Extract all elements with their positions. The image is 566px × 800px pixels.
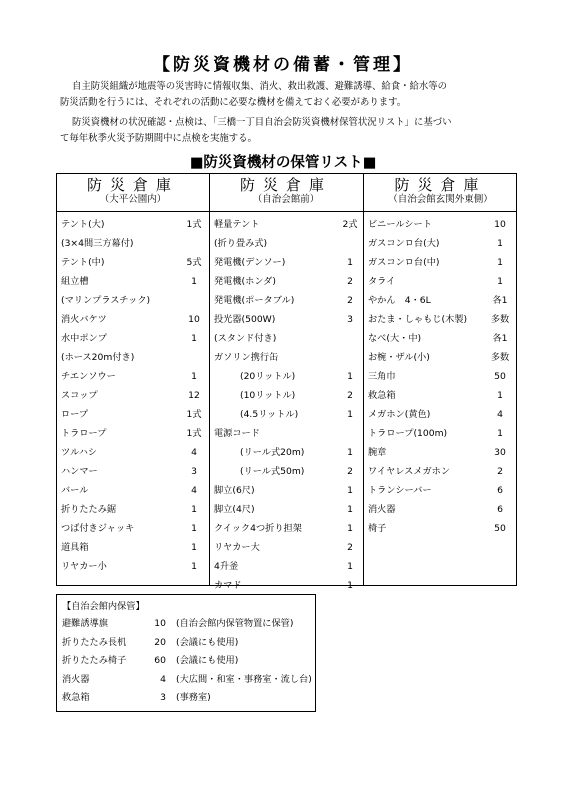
list-item: 脚立(6尺) (214, 485, 255, 496)
list-item-quantity: 3 (347, 314, 353, 325)
list-item: つば付きジャッキ (61, 523, 135, 534)
list-item: 椅子 (368, 523, 387, 534)
column-subheading: （大平公園内） (99, 194, 167, 205)
list-item-quantity: 1 (191, 504, 197, 515)
list-item: 組立槽 (61, 276, 89, 287)
column-divider (209, 174, 210, 585)
list-item: テント(中) (61, 257, 105, 268)
list-item-quantity: 6 (497, 504, 503, 515)
list-item: ガスコンロ台(大) (368, 238, 440, 249)
hall-storage-title: 【自治会館内保管】 (62, 601, 145, 612)
list-item: 脚立(4尺) (214, 504, 255, 515)
column-header-3 (363, 176, 518, 206)
list-item: ワイヤレスメガホン (368, 466, 451, 477)
list-item-quantity: 50 (494, 523, 506, 534)
hall-storage-row (62, 634, 312, 652)
list-item: (4.5リットル) (240, 409, 299, 420)
list-item: チエンソウー (61, 371, 116, 382)
list-item-quantity: 各1 (492, 295, 508, 306)
list-item: 三角巾 (368, 371, 396, 382)
list-item: なべ(大・中) (368, 333, 422, 344)
list-item-quantity: 3 (191, 466, 197, 477)
list-item-quantity: 多数 (490, 352, 510, 363)
list-item-quantity: 10 (188, 314, 200, 325)
list-item-quantity: 1 (191, 542, 197, 553)
list-item-quantity: 2 (347, 295, 353, 306)
list-item-quantity: 2 (497, 466, 503, 477)
list-item-quantity: 30 (494, 447, 506, 458)
list-item-quantity: 4 (191, 447, 197, 458)
column-heading: 防災倉庫 (394, 176, 487, 194)
list-item: スコップ (61, 390, 98, 401)
intro-paragraph-line-4: て毎年秋季火災予防期間中に点検を実施する。 (60, 133, 257, 144)
list-item: (リール式20m) (240, 447, 305, 458)
list-item: 折りたたみ鋸 (61, 504, 117, 515)
list-item: メガホン(黄色) (368, 409, 431, 420)
list-item: 消火器 (368, 504, 396, 515)
list-item-quantity: 5式 (186, 257, 202, 268)
list-item-quantity: 50 (494, 371, 506, 382)
list-item: おたま・しゃもじ(木製) (368, 314, 468, 325)
list-item-quantity: 多数 (490, 314, 510, 325)
list-item: (折り畳み式) (214, 238, 268, 249)
list-item: リヤカー小 (61, 561, 107, 572)
hall-storage-box (56, 594, 316, 712)
list-item-quantity: 1 (191, 276, 197, 287)
hall-storage-row (62, 615, 312, 633)
list-item-quantity: 1 (347, 371, 353, 382)
list-item: (20リットル) (240, 371, 296, 382)
intro-paragraph-line-3: 防災資機材の状況確認・点検は、「三橋一丁目自治会防災資機材保管状況リスト」に基づい (72, 117, 452, 128)
storage-list-table (56, 173, 517, 591)
column-subheading: （自治会館前） (252, 194, 320, 205)
list-item-quantity: 1 (497, 276, 503, 287)
list-item-quantity: 1 (347, 523, 353, 534)
list-item-quantity: 1 (347, 504, 353, 515)
hall-storage-item: 折りたたみ椅子 (62, 655, 127, 666)
column-subheading: （自治会館玄関外東側） (388, 194, 493, 205)
list-item-quantity: 1式 (186, 428, 202, 439)
header-divider (57, 211, 516, 212)
column-heading: 防災倉庫 (239, 176, 332, 194)
list-item-quantity: 2 (347, 390, 353, 401)
page-title: 【防災資機材の備蓄・管理】 (153, 55, 413, 75)
list-item: 電源コード (214, 428, 260, 439)
column-heading: 防災倉庫 (86, 176, 179, 194)
list-title: ■防災資機材の保管リスト■ (189, 155, 377, 171)
hall-storage-quantity: 3 (160, 692, 166, 703)
list-item-quantity: 1 (497, 238, 503, 249)
list-item: 軽量テント (214, 219, 260, 230)
list-item: 消火バケツ (61, 314, 107, 325)
list-item-quantity: 1 (497, 257, 503, 268)
list-item-quantity: 1 (347, 447, 353, 458)
list-item: (スタンド付き) (214, 333, 277, 344)
list-item-quantity: 1 (347, 257, 353, 268)
list-item-quantity: 1 (347, 409, 353, 420)
list-item-quantity: 2式 (342, 219, 358, 230)
list-item-quantity: 1 (347, 580, 353, 591)
list-item: 発電機(デンソー) (214, 257, 286, 268)
list-item: タライ (368, 276, 396, 287)
hall-storage-quantity: 60 (154, 655, 166, 666)
list-item-quantity: 4 (497, 409, 503, 420)
hall-storage-row (62, 689, 312, 707)
list-item-quantity: 2 (347, 276, 353, 287)
list-item: ハンマー (61, 466, 98, 477)
list-item: ロープ (61, 409, 89, 420)
list-item: ガスコンロ台(中) (368, 257, 440, 268)
hall-storage-item: 消火器 (62, 673, 90, 685)
hall-storage-quantity: 20 (154, 636, 166, 648)
list-item: リヤカー大 (214, 542, 260, 553)
hall-storage-item: 避難誘導旗 (62, 618, 108, 629)
hall-storage-note: (会議にも使用) (176, 655, 239, 666)
list-item-quantity: 各1 (492, 333, 508, 344)
list-item: 水中ポンプ (61, 333, 107, 344)
list-item-quantity: 1 (191, 561, 197, 572)
hall-storage-quantity: 4 (160, 673, 166, 685)
list-item: (マリンプラスチック) (61, 295, 151, 306)
list-item: (ホース20m付き) (61, 352, 135, 363)
list-item: やかん 4・6L (368, 295, 431, 306)
list-item: テント(大) (61, 219, 105, 230)
hall-storage-note: (事務室) (176, 692, 211, 703)
column-header-1 (57, 176, 209, 206)
list-item: ガソリン携行缶 (214, 352, 279, 363)
hall-storage-quantity: 10 (154, 618, 166, 629)
list-item-quantity: 1 (191, 523, 197, 534)
hall-storage-item: 救急箱 (62, 692, 90, 703)
list-item-quantity: 12 (188, 390, 200, 401)
list-item-quantity: 4 (191, 485, 197, 496)
list-item: ビニールシート (368, 219, 432, 230)
list-item: トラロープ (61, 428, 107, 439)
column-header-2 (209, 176, 363, 206)
list-item: 投光器(500W) (214, 314, 276, 325)
hall-storage-note: (会議にも使用) (176, 636, 239, 648)
hall-storage-note: (自治会館内保管物置に保管) (176, 618, 294, 629)
list-item: (10リットル) (240, 390, 296, 401)
list-item-quantity: 1式 (186, 219, 202, 230)
list-item: トラロープ(100m) (368, 428, 448, 439)
hall-storage-row (62, 652, 312, 670)
list-item-quantity: 1式 (186, 409, 202, 420)
list-item-quantity: 1 (347, 561, 353, 572)
list-item-quantity: 1 (347, 485, 353, 496)
list-item: 腕章 (368, 447, 387, 458)
list-item: お椀・ザル(小) (368, 352, 430, 363)
hall-storage-note: (大広間・和室・事務室・流し台) (176, 673, 312, 685)
list-item-quantity: 1 (497, 390, 503, 401)
list-item: カマド (214, 580, 242, 591)
list-item-quantity: 1 (191, 371, 197, 382)
hall-storage-row (62, 671, 312, 689)
list-item-quantity: 2 (347, 542, 353, 553)
list-item: 救急箱 (368, 390, 396, 401)
column-divider (363, 174, 364, 585)
list-item-quantity: 2 (347, 466, 353, 477)
list-item-quantity: 6 (497, 485, 503, 496)
list-item: 4升釜 (214, 561, 239, 572)
intro-paragraph-line-2: 防災活動を行うには、それぞれの活動に必要な機材を備えておく必要があります。 (60, 97, 407, 108)
list-item: トランシーバー (368, 485, 432, 496)
list-item: 発電機(ポータブル) (214, 295, 295, 306)
list-item: 道具箱 (61, 542, 89, 553)
list-item-quantity: 1 (191, 333, 197, 344)
list-item: ツルハシ (61, 447, 98, 458)
list-item-quantity: 1 (497, 428, 503, 439)
list-item: バール (61, 485, 89, 496)
list-item: (3×4間三方幕付) (61, 238, 134, 249)
list-item: クイック4つ折り担架 (214, 523, 302, 534)
list-item: 発電機(ホンダ) (214, 276, 276, 287)
list-item-quantity: 10 (494, 219, 506, 230)
intro-paragraph-line-1: 自主防災組織が地震等の災害時に情報収集、消火、救出救護、避難誘導、給食・給水等の (72, 81, 448, 92)
hall-storage-item: 折りたたみ長机 (62, 636, 127, 648)
list-item: (リール式50m) (240, 466, 305, 477)
